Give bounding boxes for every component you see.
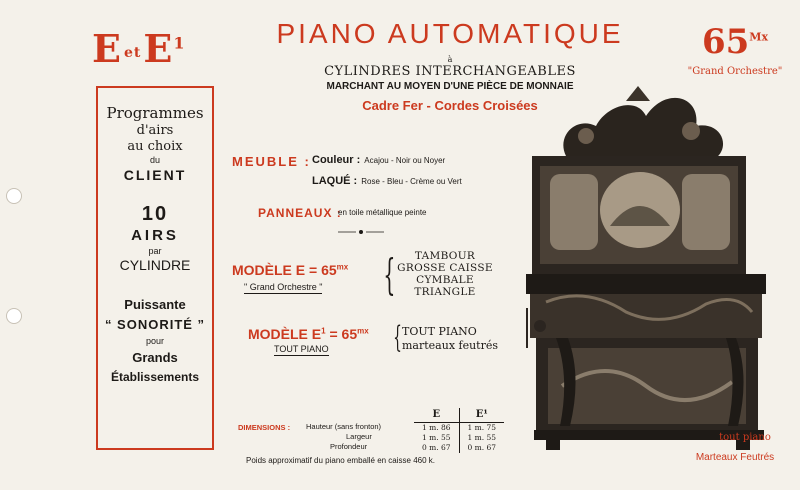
box-client: CLIENT [123,166,187,183]
col-e1: E¹ [459,408,504,423]
dim-cell: 0 m. 67 [421,443,451,452]
modele-e-sup: mx [336,262,349,272]
model-e1-sup: 1 [173,33,186,53]
brace-icon: { [383,250,396,299]
instrument: TAMBOUR [414,250,476,262]
modele-e1-sup: mx [357,326,369,336]
box-par: par [148,245,162,256]
dimensions-label: DIMENSIONS : [238,423,291,432]
meuble-laque [312,175,462,187]
dim-cell: 0 m. 67 [459,443,504,453]
modele-e1-instruments [402,325,502,353]
box-airs: AIRS [131,227,179,244]
price-value: 65 [701,22,750,62]
price-sup: Mx [749,30,769,44]
box-cylindre: CYLINDRE [119,257,191,273]
modele-e-instruments [392,250,498,298]
box-grands: Grands [132,350,178,366]
couleur-value: Acajou - Noir ou Noyer [364,156,446,165]
dim-row-label: Profondeur [330,442,368,451]
brace-icon: { [393,320,402,355]
box-ten: 10 [141,203,169,225]
modele-e1-equals: = 65 [325,326,358,342]
box-etablissements: Établissements [110,369,200,384]
box-programmes: Programmes [106,104,204,122]
instrument: TRIANGLE [414,286,476,298]
laque-key: LAQUÉ : [312,175,358,187]
header-marchant: MARCHANT AU MOYEN D'UNE PIÈCE DE MONNAIE [326,81,574,92]
box-du: du [149,155,160,166]
price [680,22,790,62]
model-et: et [123,44,142,61]
ornament-divider [336,228,386,236]
poids-note: Poids approximatif du piano emballé en caisse 460 k. [246,456,435,465]
box-puissante: Puissante [124,296,186,312]
dim-row-label: Hauteur (sans fronton) [306,422,382,431]
modele-e-text: MODÈLE E = 65 [232,262,337,278]
instrument: GROSSE CAISSE [397,262,493,274]
col-e: E [414,408,459,423]
dim-cell: 1 m. 55 [421,433,451,442]
price-subtitle: "Grand Orchestre" [687,66,783,77]
dimensions-rows [306,422,381,452]
features-box [96,86,214,450]
couleur-key: Couleur : [312,154,361,166]
dimensions-table [414,408,504,453]
piano-illustration [526,86,786,452]
modele-e1-label [248,326,369,342]
modele-e-sub: " Grand Orchestre " [244,282,323,292]
header-a: à [447,55,453,64]
model-e: E [92,26,122,71]
panneaux-value: en toile métallique peinte [338,208,427,217]
box-pour: pour [145,336,164,346]
model-e1: E [143,26,174,71]
meuble-label: MEUBLE : [232,154,311,169]
modele-e1-text: MODÈLE E [248,326,322,342]
instrument: CYMBALE [416,274,474,286]
page-title: PIANO AUTOMATIQUE [276,18,624,49]
panneaux-label: PANNEAUX : [258,206,342,220]
piano-crest [563,86,723,158]
punch-hole [6,188,22,204]
modele-e1-label-sup: 1 [321,326,326,336]
header-cadre: Cadre Fer - Cordes Croisées [362,98,538,113]
instrument: marteaux feutrés [402,339,499,352]
box-au-choix: au choix [127,139,183,154]
laque-value: Rose - Bleu - Crème ou Vert [361,177,462,186]
dim-cell: 1 m. 55 [459,433,504,443]
dim-cell: 1 m. 86 [421,423,451,432]
tout-piano-caption: tout piano [719,432,771,443]
modele-e1-sub: TOUT PIANO [274,344,329,354]
modele-e-label [232,262,348,278]
marteaux-caption: Marteaux Feutrés [695,452,775,463]
box-sonorite: “ SONORITÉ ” [104,316,206,332]
meuble-couleur [312,154,445,166]
header-cylindres: CYLINDRES INTERCHANGEABLES [324,64,576,79]
instrument: TOUT PIANO [402,325,477,338]
dim-cell: 1 m. 75 [459,423,504,434]
dim-row-label: Largeur [346,432,372,441]
model-heading [92,26,212,71]
punch-hole [6,308,22,324]
box-airs-text: d'airs [136,122,174,138]
